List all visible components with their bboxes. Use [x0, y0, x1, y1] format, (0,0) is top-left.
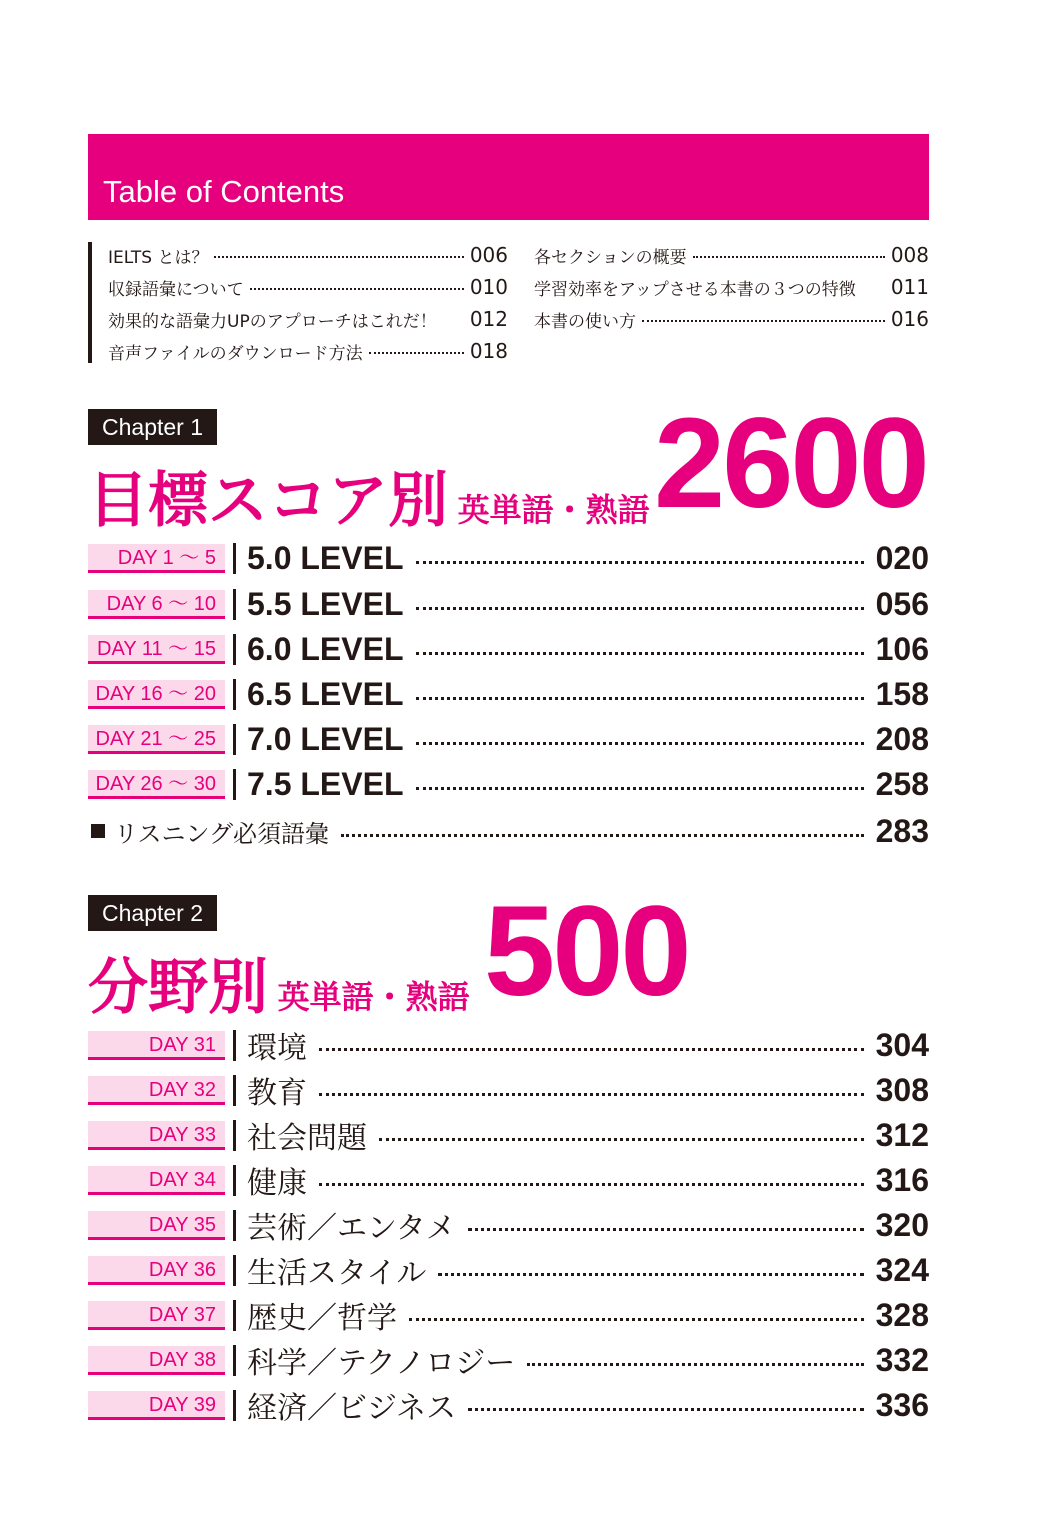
separator-bar — [233, 634, 236, 665]
leader-dots — [416, 697, 864, 700]
chapter-1-title-main: 目標スコア別 — [88, 466, 448, 536]
intro-item[interactable] — [108, 304, 508, 334]
intro-section — [88, 238, 929, 364]
chapter-2-row[interactable] — [88, 1070, 929, 1110]
chapter-2-count: 500 — [484, 880, 689, 1023]
leader-dots — [859, 288, 888, 290]
separator-bar — [233, 1255, 236, 1286]
separator-bar — [233, 1210, 236, 1241]
chapter-2-row[interactable] — [88, 1160, 929, 1200]
chapter-2-title — [88, 940, 470, 1026]
row-page: 320 — [875, 1206, 929, 1243]
leader-dots — [440, 320, 467, 322]
row-title: 6.5 LEVEL — [247, 675, 404, 712]
separator-bar — [233, 589, 236, 620]
leader-dots — [416, 742, 864, 745]
leader-dots — [341, 834, 864, 837]
intro-item-title: 収録語彙について — [108, 279, 244, 300]
leader-dots — [438, 1273, 863, 1276]
leader-dots — [409, 1318, 864, 1321]
chapter-1-row[interactable] — [88, 538, 929, 578]
separator-bar — [233, 1120, 236, 1151]
separator-bar — [233, 724, 236, 755]
chapter-1-row[interactable] — [88, 674, 929, 714]
row-title: 科学／テクノロジー — [247, 1346, 516, 1381]
row-page: 316 — [875, 1161, 929, 1198]
row-title: 歴史／哲学 — [247, 1301, 397, 1336]
row-title: 環境 — [247, 1031, 307, 1066]
row-title: 健康 — [247, 1166, 307, 1201]
leader-dots — [250, 288, 464, 290]
intro-item-title: 効果的な語彙力UPのアプローチはこれだ！ — [108, 311, 437, 332]
intro-bar — [88, 242, 92, 363]
day-range-badge: DAY 11 ～ 15 — [88, 635, 225, 664]
intro-item-title: 各セクションの概要 — [534, 247, 687, 268]
day-range-badge: DAY 21 ～ 25 — [88, 725, 225, 754]
day-range-badge: DAY 1 ～ 5 — [88, 544, 225, 573]
intro-item-page: 012 — [469, 307, 508, 331]
row-title: 5.5 LEVEL — [247, 585, 404, 622]
day-badge: DAY 37 — [88, 1301, 225, 1330]
chapter-2-row[interactable] — [88, 1025, 929, 1065]
leader-dots — [319, 1048, 864, 1051]
toc-title: Table of Contents — [103, 174, 345, 209]
intro-item-title: 音声ファイルのダウンロード方法 — [108, 343, 363, 364]
intro-item[interactable] — [108, 336, 508, 366]
leader-dots — [468, 1228, 864, 1231]
day-badge: DAY 38 — [88, 1346, 225, 1375]
intro-item[interactable] — [534, 240, 929, 270]
separator-bar — [233, 679, 236, 710]
chapter-2-row[interactable] — [88, 1340, 929, 1380]
row-page: 324 — [875, 1251, 929, 1288]
leader-dots — [416, 607, 864, 610]
intro-item-page: 016 — [890, 307, 929, 331]
chapter-2-title-sub: 英単語・熟語 — [277, 978, 470, 1016]
intro-item[interactable] — [108, 240, 508, 270]
chapter-2-row[interactable] — [88, 1115, 929, 1155]
row-title: 芸術／エンタメ — [247, 1211, 456, 1246]
leader-dots — [214, 256, 463, 258]
intro-item-page: 006 — [469, 243, 508, 267]
intro-item-title: 学習効率をアップさせる本書の３つの特徴 — [534, 279, 856, 300]
toc-banner — [88, 134, 929, 220]
chapter-2-row[interactable] — [88, 1205, 929, 1245]
chapter-2-title-main: 分野別 — [88, 953, 268, 1023]
chapter-1-count: 2600 — [654, 392, 927, 535]
row-title: 経済／ビジネス — [247, 1391, 457, 1426]
row-title: 社会問題 — [247, 1121, 367, 1156]
row-title: 教育 — [247, 1076, 307, 1111]
row-page: 106 — [875, 630, 929, 667]
separator-bar — [233, 769, 236, 800]
chapter-1-extra-row[interactable] — [88, 811, 929, 851]
day-badge: DAY 35 — [88, 1211, 225, 1240]
row-page: 056 — [875, 585, 929, 622]
leader-dots — [319, 1183, 864, 1186]
row-title: 7.0 LEVEL — [247, 720, 404, 757]
chapter-1-title — [88, 453, 650, 539]
day-badge: DAY 39 — [88, 1391, 225, 1420]
intro-item-page: 010 — [469, 275, 508, 299]
row-page: 020 — [875, 539, 929, 576]
row-page: 304 — [875, 1026, 929, 1063]
chapter-1-label: Chapter 1 — [88, 409, 217, 445]
row-title: 生活スタイル — [247, 1256, 427, 1291]
separator-bar — [233, 1345, 236, 1376]
day-range-badge: DAY 26 ～ 30 — [88, 770, 225, 799]
intro-item[interactable] — [534, 272, 929, 302]
chapter-1-row[interactable] — [88, 764, 929, 804]
row-page: 308 — [875, 1071, 929, 1108]
leader-dots — [693, 256, 885, 258]
day-badge: DAY 34 — [88, 1166, 225, 1195]
row-title: 5.0 LEVEL — [247, 539, 404, 576]
leader-dots — [527, 1363, 863, 1366]
intro-item-title: 本書の使い方 — [534, 311, 636, 332]
leader-dots — [416, 652, 864, 655]
day-range-badge: DAY 6 ～ 10 — [88, 590, 225, 619]
row-title: 6.0 LEVEL — [247, 630, 404, 667]
day-range-badge: DAY 16 ～ 20 — [88, 680, 225, 709]
separator-bar — [233, 1300, 236, 1331]
leader-dots — [642, 320, 885, 322]
row-title: 7.5 LEVEL — [247, 765, 404, 802]
intro-item-page: 008 — [890, 243, 929, 267]
separator-bar — [233, 1390, 236, 1421]
chapter-1-row[interactable] — [88, 629, 929, 669]
leader-dots — [319, 1093, 864, 1096]
separator-bar — [233, 1165, 236, 1196]
chapter-2-row[interactable] — [88, 1295, 929, 1335]
intro-item[interactable] — [108, 272, 508, 302]
chapter-2-row[interactable] — [88, 1385, 929, 1425]
intro-item[interactable] — [534, 304, 929, 334]
leader-dots — [468, 1408, 864, 1411]
leader-dots — [416, 787, 864, 790]
chapter-1-row[interactable] — [88, 584, 929, 624]
chapter-2-row[interactable] — [88, 1250, 929, 1290]
row-page: 332 — [875, 1341, 929, 1378]
row-page: 336 — [875, 1386, 929, 1423]
chapter-1-row[interactable] — [88, 719, 929, 759]
intro-item-title: IELTS とは？ — [108, 247, 209, 268]
separator-bar — [233, 543, 236, 574]
day-badge: DAY 36 — [88, 1256, 225, 1285]
intro-item-page: 011 — [890, 275, 929, 299]
leader-dots — [416, 561, 864, 564]
chapter-1-title-sub: 英単語・熟語 — [457, 491, 650, 529]
row-page: 328 — [875, 1296, 929, 1333]
square-bullet-icon — [91, 824, 105, 838]
day-badge: DAY 31 — [88, 1031, 225, 1060]
row-page: 283 — [875, 812, 929, 849]
row-page: 258 — [875, 765, 929, 802]
row-page: 208 — [875, 720, 929, 757]
separator-bar — [233, 1075, 236, 1106]
separator-bar — [233, 1030, 236, 1061]
leader-dots — [369, 352, 464, 354]
day-badge: DAY 32 — [88, 1076, 225, 1105]
row-page: 312 — [875, 1116, 929, 1153]
leader-dots — [379, 1138, 864, 1141]
chapter-2-label: Chapter 2 — [88, 895, 217, 931]
row-title: リスニング必須語彙 — [114, 819, 330, 848]
row-page: 158 — [875, 675, 929, 712]
day-badge: DAY 33 — [88, 1121, 225, 1150]
intro-item-page: 018 — [469, 339, 508, 363]
